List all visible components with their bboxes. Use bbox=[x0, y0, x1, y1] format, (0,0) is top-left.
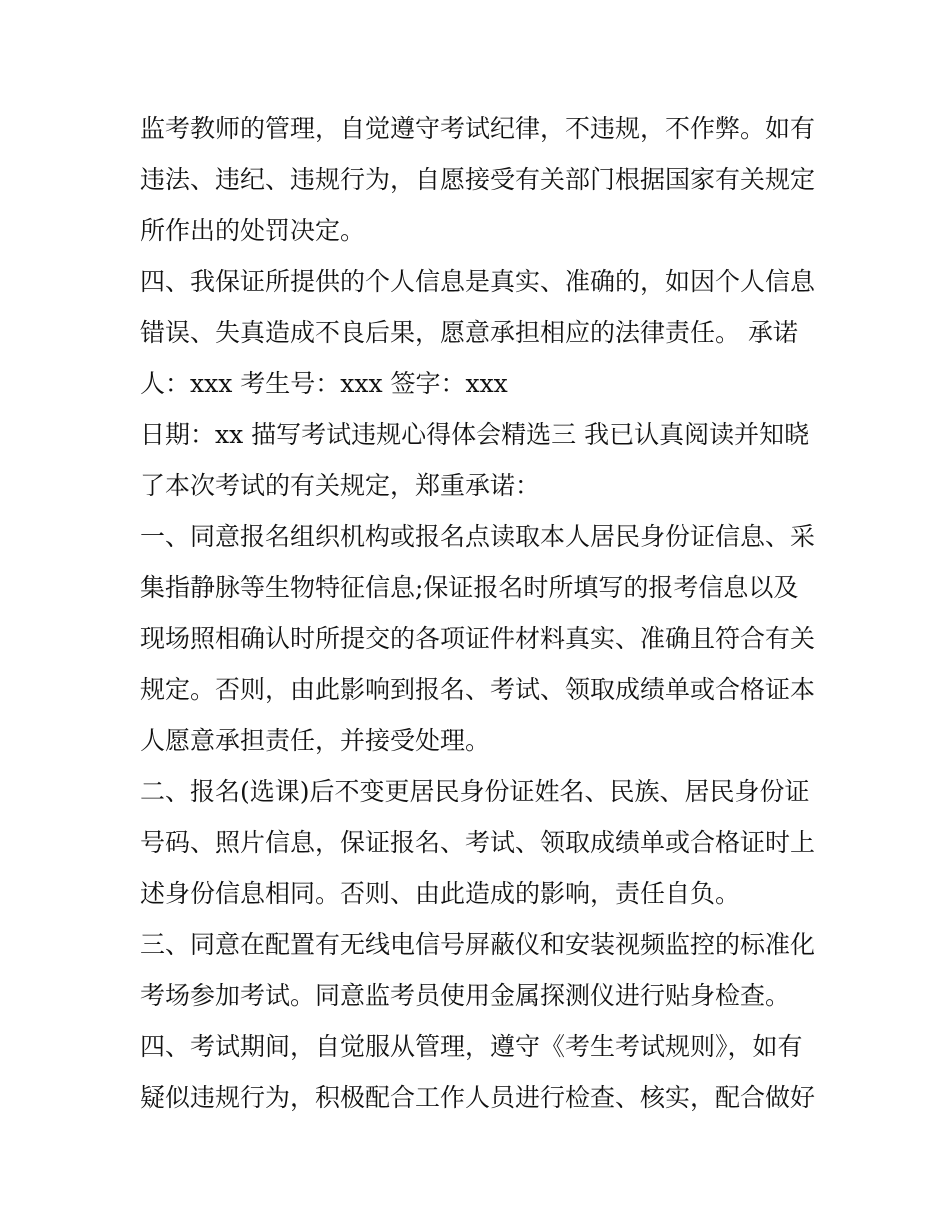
text-line: 违法、违纪、违规行为，自愿接受有关部门根据国家有关规定 bbox=[140, 165, 816, 194]
text-line: 四、考试期间，自觉服从管理，遵守《考生考试规则》，如有 bbox=[140, 1032, 803, 1061]
text-line: 号码、照片信息，保证报名、考试、领取成绩单或合格证时上 bbox=[140, 828, 816, 857]
text-line: 考场参加考试。同意监考员使用金属探测仪进行贴身检查。 bbox=[140, 981, 791, 1010]
text-line: 疑似违规行为，积极配合工作人员进行检查、核实，配合做好 bbox=[140, 1083, 816, 1112]
text-line: 错误、失真造成不良后果，愿意承担相应的法律责任。 承诺 bbox=[140, 318, 798, 347]
text-line: 一、同意报名组织机构或报名点读取本人居民身份证信息、采 bbox=[140, 522, 816, 551]
text-line: 二、报名(选课)后不变更居民身份证姓名、民族、居民身份证 bbox=[140, 777, 810, 806]
text-line: 集指静脉等生物特征信息;保证报名时所填写的报考信息以及 bbox=[140, 573, 799, 602]
text-line: 规定。否则，由此影响到报名、考试、领取成绩单或合格证本 bbox=[140, 675, 816, 704]
text-line: 人：xxx 考生号：xxx 签字：xxx bbox=[140, 369, 508, 398]
text-line: 人愿意承担责任，并接受处理。 bbox=[140, 726, 491, 755]
text-line: 了本次考试的有关规定，郑重承诺： bbox=[140, 471, 541, 500]
text-line: 述身份信息相同。否则、由此造成的影响，责任自负。 bbox=[140, 879, 741, 908]
document-body bbox=[140, 103, 820, 1123]
text-line: 四、我保证所提供的个人信息是真实、准确的，如因个人信息 bbox=[140, 267, 816, 296]
text-line: 日期：xx 描写考试违规心得体会精选三 我已认真阅读并知晓 bbox=[140, 420, 810, 449]
text-line: 监考教师的管理，自觉遵守考试纪律，不违规，不作弊。如有 bbox=[140, 114, 816, 143]
text-line: 所作出的处罚决定。 bbox=[140, 216, 366, 245]
text-line: 三、同意在配置有无线电信号屏蔽仪和安装视频监控的标准化 bbox=[140, 930, 816, 959]
text-line: 现场照相确认时所提交的各项证件材料真实、准确且符合有关 bbox=[140, 624, 816, 653]
